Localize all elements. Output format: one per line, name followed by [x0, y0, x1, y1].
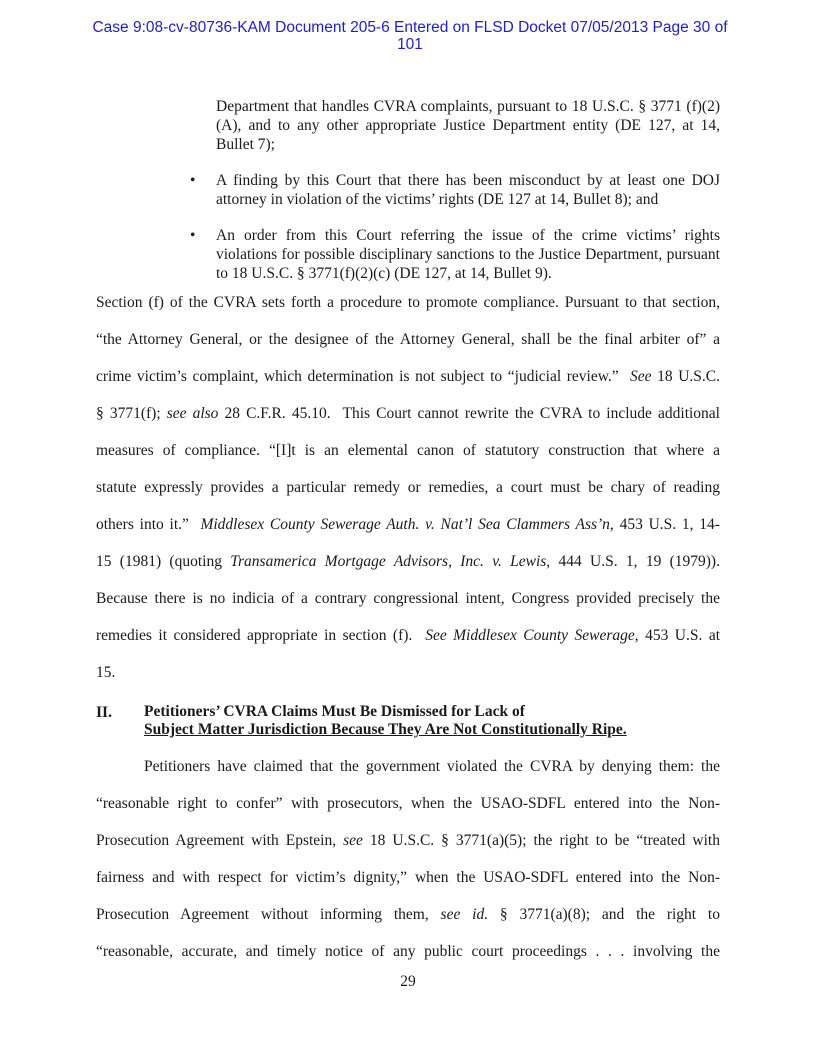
text-line: remedies it considered appropriate in section (f). See Middlesex County Sewerage, 453 U.S. at — [96, 627, 721, 644]
text-line: others into it.” Middlesex County Sewerage Auth. v. Nat’l Sea Clammers Ass’n, 453 U.S. 1, 14- — [96, 516, 720, 533]
text-line: “the Attorney General, or the designee of the Attorney General, shall be the final arbiter of” a — [96, 331, 720, 348]
section-heading-line-1: Petitioners’ CVRA Claims Must Be Dismissed for Lack of — [144, 703, 525, 720]
text-line: “reasonable right to confer” with prosecutors, when the USAO-SDFL entered into the Non- — [96, 795, 720, 812]
bullet-marker: • — [190, 172, 196, 189]
text-line: crime victim’s complaint, which determination is not subject to “judicial review.” See 18 U.S.C. — [96, 368, 720, 385]
bullet-marker: • — [190, 227, 196, 244]
bullet-item: An order from this Court referring the issue of the crime victims’ rights violations for possible disciplinary sanctions to the Justice Department, pursuant to 18 U.S.C. § 3771(f)(2)(c) (DE 127, at 14, Bullet 9). — [216, 227, 720, 282]
text-line: fairness and with respect for victim’s dignity,” when the USAO-SDFL entered into the Non- — [96, 869, 720, 886]
text-line: Section (f) of the CVRA sets forth a procedure to promote compliance. Pursuant to that section, — [96, 294, 720, 311]
text-line: measures of compliance. “[I]t is an elemental canon of statutory construction that where a — [96, 442, 720, 459]
docket-header-line-2: 101 — [397, 36, 423, 53]
docket-header-line-1: Case 9:08-cv-80736-KAM Document 205-6 Entered on FLSD Docket 07/05/2013 Page 30 of — [92, 19, 728, 36]
text-line: 15. — [96, 664, 116, 681]
text-line: “reasonable, accurate, and timely notice of any public court proceedings . . . involving the — [96, 943, 720, 960]
section-heading-line-2: Subject Matter Jurisdiction Because They Are Not Constitutionally Ripe. — [144, 721, 627, 738]
text-line: § 3771(f); see also 28 C.F.R. 45.10. This Court cannot rewrite the CVRA to include additional — [96, 405, 720, 422]
text-line: Prosecution Agreement with Epstein, see 18 U.S.C. § 3771(a)(5); the right to be “treated with — [96, 832, 720, 849]
section-number: II. — [96, 704, 112, 721]
continued-list-item: Department that handles CVRA complaints, pursuant to 18 U.S.C. § 3771 (f)(2)(A), and to any other appropriate Justice Department entity (DE 127, at 14, Bullet 7); — [216, 98, 720, 153]
section-heading — [144, 703, 627, 739]
page-number: 29 — [400, 973, 416, 990]
text-line: Because there is no indicia of a contrary congressional intent, Congress provided precisely the — [96, 590, 720, 607]
docket-header — [60, 19, 760, 53]
bullet-item: A finding by this Court that there has been misconduct by at least one DOJ attorney in violation of the victims’ rights (DE 127 at 14, Bullet 8); and — [216, 172, 720, 208]
text-line: Petitioners have claimed that the government violated the CVRA by denying them: the — [144, 758, 720, 775]
text-line: Prosecution Agreement without informing them, see id. § 3771(a)(8); and the right to — [96, 906, 720, 923]
text-line: statute expressly provides a particular remedy or remedies, a court must be chary of reading — [96, 479, 720, 496]
text-line: 15 (1981) (quoting Transamerica Mortgage Advisors, Inc. v. Lewis, 444 U.S. 1, 19 (1979)). — [96, 553, 720, 570]
